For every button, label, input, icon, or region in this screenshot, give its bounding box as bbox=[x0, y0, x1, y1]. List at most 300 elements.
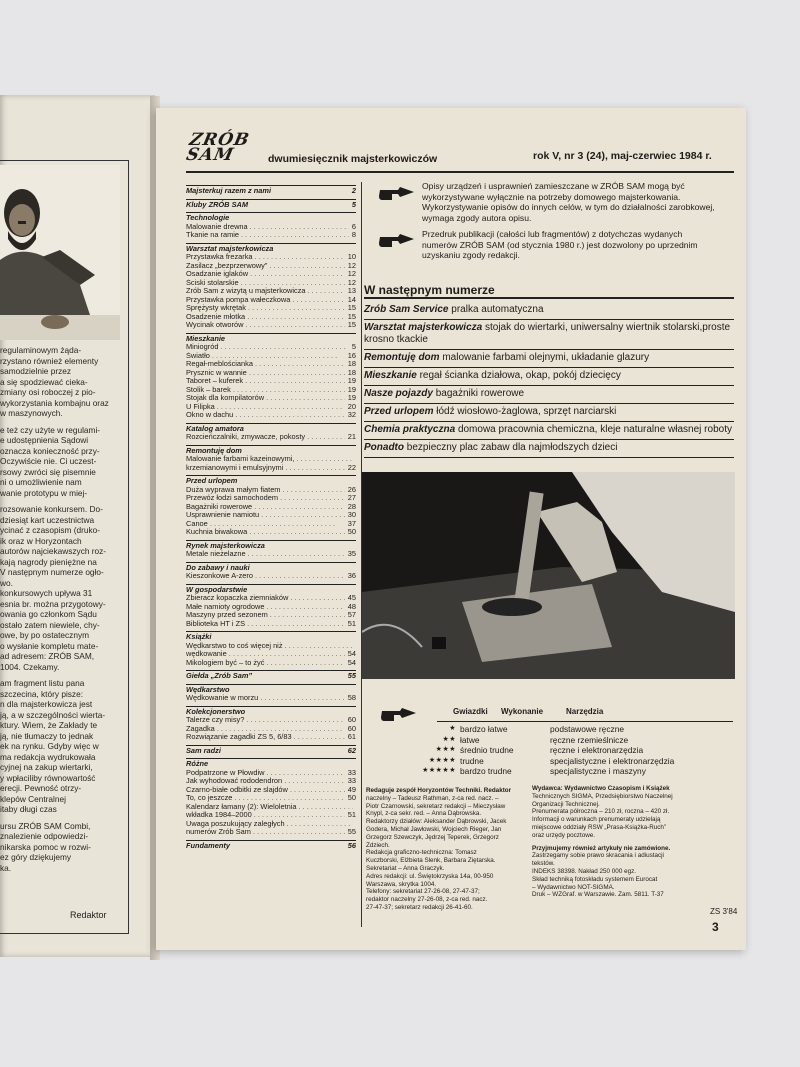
toc-entry bbox=[186, 828, 356, 837]
letter-line: 1004. Czekamy. bbox=[0, 661, 60, 672]
toc-entry-page: 50 bbox=[347, 793, 356, 802]
toc-entry-page: 8 bbox=[351, 230, 356, 239]
legend-row bbox=[362, 756, 735, 767]
toc-entry-title: Canoe . . . bbox=[186, 520, 345, 529]
toc-entry-title: Wędkarstwo to coś więcej niż . . . bbox=[186, 642, 353, 651]
next-issue-section: Ponadto bbox=[364, 442, 404, 453]
toc-section bbox=[186, 475, 356, 537]
letter-line: y wpłaciliby równowartość bbox=[0, 772, 96, 783]
toc-section-title bbox=[186, 670, 356, 681]
next-issue-section: Nasze pojazdy bbox=[364, 388, 433, 399]
publisher-line: Informacji o warunkach prenumeraty udzielają bbox=[532, 816, 661, 824]
letter-line: ją, nie tłumaczy to jednak bbox=[0, 730, 94, 741]
toc-section-title bbox=[186, 684, 356, 695]
toc-section bbox=[186, 212, 356, 240]
toc-section-title bbox=[186, 562, 356, 573]
toc-section-title bbox=[186, 584, 356, 595]
legend-tools: podstawowe ręczne bbox=[550, 724, 625, 734]
next-issue-item bbox=[364, 404, 734, 422]
toc-entry-page: 37 bbox=[347, 518, 356, 528]
toc-entry-page: 30 bbox=[347, 510, 356, 519]
next-issue-topics: łódź wiosłowo-żaglowa, sprzęt narciarski bbox=[436, 406, 617, 417]
credit-line: redaktor naczelny 27-26-08, z-ca red. nacz. bbox=[366, 896, 488, 904]
letter-line: cyjnej na zakup wiertarki, bbox=[0, 762, 93, 772]
toc-entry-page: 49 bbox=[347, 784, 356, 794]
legend-execution: średnio trudne bbox=[460, 745, 514, 755]
letter-line: rzystano również elementy bbox=[0, 355, 99, 366]
issue-info: rok V, nr 3 (24), maj-czerwiec 1984 r. bbox=[533, 150, 712, 162]
toc-entry-title: Rozwiązanie zagadki ZS 5, 6/83 . . . bbox=[186, 733, 345, 742]
toc-entry-title: Zbieracz kopaczka ziemniaków . . . bbox=[186, 594, 345, 603]
letter-line: ktury. Wiem, że Zakłady te bbox=[0, 720, 98, 730]
toc-entry-title: Bagażniki rowerowe . . . bbox=[186, 503, 345, 512]
letter-line: ją, a w szczególności wierta- bbox=[0, 709, 106, 720]
toc-entry bbox=[186, 659, 356, 668]
toc-entry bbox=[186, 603, 356, 612]
toc-entry-page: 6 bbox=[351, 221, 356, 231]
toc-entry-page: 26 bbox=[347, 484, 356, 494]
toc-entry-page: 5 bbox=[351, 342, 356, 351]
credit-line: Warszawa, skrytka 1004. bbox=[366, 880, 437, 888]
toc-entry bbox=[186, 494, 356, 503]
next-issue-topics: bagażniki rowerowe bbox=[435, 388, 525, 399]
toc-section-label: Majsterkuj razem z nami bbox=[186, 186, 272, 195]
toc-entry-page: 58 bbox=[347, 693, 356, 702]
letter-line: znalezienie odpowiedzi- bbox=[0, 831, 89, 841]
toc-section-label: Kolekcjonerstwo bbox=[186, 706, 246, 716]
toc-entry-title: Przewóz łodzi samochodem . . . bbox=[186, 494, 345, 503]
toc-entry-page: 22 bbox=[347, 462, 356, 472]
toc-entry-page: 12 bbox=[347, 260, 356, 270]
toc-section-page: 2 bbox=[351, 186, 356, 195]
letter-line: rsowy zwróci się pisemnie bbox=[0, 466, 96, 477]
letter-line: ez góry dziękujemy bbox=[0, 852, 72, 862]
credit-line: Zdziech. bbox=[366, 841, 390, 849]
next-issue-section: Przed urlopem bbox=[364, 406, 434, 417]
toc-entry-page: 18 bbox=[347, 367, 356, 377]
letter-line: Oczywiście nie. Ci uczest- bbox=[0, 456, 97, 466]
letter-line: regulaminowym żąda- bbox=[0, 345, 82, 355]
letter-line: samodzielnie przez bbox=[0, 366, 72, 376]
toc-entry-title: Wycinak otworów . . . bbox=[186, 321, 345, 330]
next-issue-item bbox=[364, 422, 734, 440]
toc-entry-page: 14 bbox=[347, 294, 356, 304]
toc-entry bbox=[186, 369, 356, 378]
toc-section-title bbox=[186, 212, 356, 223]
toc-section bbox=[186, 333, 356, 420]
letter-line: ka. bbox=[0, 862, 12, 873]
toc-entry-page: 19 bbox=[347, 376, 356, 385]
toc-section-label: Książki bbox=[186, 632, 212, 641]
toc-entry bbox=[186, 403, 356, 412]
toc-entry bbox=[186, 386, 356, 395]
letter-line: ycinać z czasopism (druko- bbox=[0, 525, 101, 535]
credit-line: Sekretariat – Anna Graczyk. bbox=[366, 864, 445, 872]
toc-section-label: Remontuję dom bbox=[186, 445, 242, 455]
toc-entry bbox=[186, 811, 356, 820]
legend-header-exec: Wykonanie bbox=[501, 707, 544, 716]
toc-entry-title: Ściski stolarskie . . . bbox=[186, 279, 345, 288]
toc-entry-page: 60 bbox=[347, 715, 356, 724]
credit-line: Redaguje zespół Horyzontów Techniki. Redaktor bbox=[366, 787, 512, 794]
legend-tools: specjalistyczne i elektronarzędzia bbox=[550, 755, 675, 766]
toc-section bbox=[186, 706, 356, 742]
toc-section-label: Do zabawy i nauki bbox=[186, 562, 250, 572]
toc-entry bbox=[186, 231, 356, 240]
toc-entry bbox=[186, 650, 356, 659]
toc-entry bbox=[186, 694, 356, 703]
toc-entry-title: Małe namioty ogrodowe . . . bbox=[186, 603, 345, 612]
toc-entry-page: 51 bbox=[347, 618, 356, 628]
editor-signature: Redaktor bbox=[70, 910, 107, 920]
magazine-subtitle: dwumiesięcznik majsterkowiczów bbox=[268, 153, 438, 165]
toc-section-label: Przed urlopem bbox=[186, 476, 238, 485]
page-number: 3 bbox=[712, 920, 719, 934]
toc-section bbox=[186, 584, 356, 629]
letter-line: ad adresem: ZRÓB SAM, bbox=[0, 651, 95, 661]
next-issue-topics: bezpieczny plac zabaw dla najmłodszych dzieci bbox=[406, 442, 618, 453]
toc-section-label: Technologie bbox=[186, 213, 230, 222]
toc-section-label: Katalog amatora bbox=[186, 423, 244, 433]
publisher-line: Wydawca: Wydawnictwo Czasopism i Książek bbox=[532, 785, 670, 792]
toc-entry bbox=[186, 464, 356, 473]
credit-line: Piotr Czarnowski, sekretarz redakcji – Mieczysław bbox=[366, 802, 506, 810]
toc-entry bbox=[186, 820, 356, 829]
next-issue-item bbox=[364, 320, 734, 350]
toc-section-page: 55 bbox=[347, 671, 356, 680]
toc-entry-page: 35 bbox=[347, 549, 356, 558]
legend-header-tools: Narzędzia bbox=[566, 707, 604, 716]
toc-entry-page: 45 bbox=[347, 593, 356, 602]
toc-entry-title: Mikologiem być – to żyć . . . bbox=[186, 659, 345, 668]
letter-line: ik oraz w Horyzontach bbox=[0, 535, 82, 546]
toc-entry-page: 50 bbox=[347, 527, 356, 536]
credit-line: Redaktorzy działów: Aleksander Dąbrowski, Jacek bbox=[366, 818, 507, 826]
next-issue-section: Zrób Sam Service bbox=[364, 304, 449, 315]
letter-line: a się spodziewać cieka- bbox=[0, 376, 88, 387]
legend-stars: ★★ bbox=[442, 735, 456, 743]
toc-entry bbox=[186, 455, 356, 464]
toc-entry-title: Okno w dachu . . . bbox=[186, 411, 345, 420]
toc-entry-title: Taboret – kuferek . . . bbox=[186, 377, 345, 386]
issue-code: ZS 3'84 bbox=[710, 907, 738, 916]
toc-entry-title: Sprężysty wkrętak . . . bbox=[186, 304, 345, 313]
legend-execution: bardzo łatwe bbox=[460, 724, 508, 734]
toc-entry bbox=[186, 594, 356, 603]
toc-entry-title: wędkowanie . . . bbox=[186, 650, 345, 659]
toc-entry-title: Przystawka frezarka . . . bbox=[186, 253, 345, 262]
publisher-line: miejscowe oddziały RSW „Prasa-Książka-Ruch” bbox=[532, 823, 667, 831]
toc-section bbox=[186, 423, 356, 442]
letter-line: szczecina, który pisze: bbox=[0, 688, 83, 699]
legend-row bbox=[362, 766, 735, 777]
toc-section-label: Wędkarstwo bbox=[186, 684, 230, 694]
toc-section-page: 5 bbox=[351, 199, 356, 209]
toc-entry bbox=[186, 733, 356, 742]
toc-entry-title: Wędkowanie w morzu . . . bbox=[186, 694, 345, 703]
toc-section-label: Warsztat majsterkowicza bbox=[186, 243, 274, 253]
toc-section bbox=[186, 445, 356, 473]
toc-entry-title: Malowanie farbami kazeinowymi, . . . bbox=[186, 455, 353, 464]
publisher-line: – Wydawnictwo NOT-SIGMA. bbox=[532, 883, 615, 891]
toc-entry bbox=[186, 511, 356, 520]
toc-entry bbox=[186, 253, 356, 262]
letter-line: zmiany osi roboczej z pio- bbox=[0, 387, 96, 397]
toc-entry-page: 10 bbox=[347, 252, 356, 261]
toc-section bbox=[186, 540, 356, 559]
toc-entry-title: Usprawnienie namiotu . . . bbox=[186, 511, 345, 520]
legend-row bbox=[362, 735, 735, 746]
toc-entry-page: 33 bbox=[347, 767, 356, 777]
credit-line: Knypl, z-ca sekr. red. – Anna Dąbrowska. bbox=[366, 810, 482, 818]
legend-header-stars: Gwiazdki bbox=[453, 707, 488, 716]
toc-section-title bbox=[186, 540, 356, 551]
legend-row bbox=[362, 745, 735, 756]
toc-entry-title: Zrób Sam z wizytą u majsterkowicza . . . bbox=[186, 287, 345, 296]
toc-entry-title: Prysznic w wannie . . . bbox=[186, 369, 345, 378]
toc-section-label: Fundamenty bbox=[186, 840, 230, 850]
next-issue-title: W następnym numerze bbox=[364, 283, 495, 297]
credit-line: naczelny – Tadeusz Rathman, z-ca red. nacz. – bbox=[366, 794, 499, 802]
usage-notice: Opisy urządzeń i usprawnień zamieszczane w ZRÓB SAM mogą być wykorzystywane wyłącznie na potrzeby domowego majsterkowania. Wykorzystywanie opisów do innych celów, w tym do działalności zarobkowej, wymaga zgody autora opisu. bbox=[422, 181, 715, 223]
toc-entry-title: Stolik – barek . . . bbox=[186, 386, 345, 395]
letter-line: w maszynowych. bbox=[0, 408, 63, 418]
toc-entry bbox=[186, 620, 356, 629]
toc-entry-page: 19 bbox=[347, 384, 356, 394]
toc-section-title bbox=[186, 445, 356, 456]
toc-entry bbox=[186, 296, 356, 305]
toc-entry-page: 28 bbox=[347, 501, 356, 511]
letter-line: dziesiąt kart uczestnictwa bbox=[0, 514, 95, 525]
toc-section-title bbox=[186, 423, 356, 434]
letter-line: owania go członkom Sądu bbox=[0, 609, 97, 619]
toc-section-title bbox=[186, 745, 356, 756]
legend-stars: ★★★★★ bbox=[422, 767, 456, 774]
toc-entry bbox=[186, 411, 356, 420]
publisher-info bbox=[532, 785, 710, 899]
next-issue-item bbox=[364, 302, 734, 320]
toc-section-title bbox=[186, 840, 356, 851]
publisher-line: INDEKS 38398. Nakład 250 000 egz. bbox=[532, 867, 636, 875]
toc-section-label: W gospodarstwie bbox=[186, 584, 248, 594]
letter-line: wanie prototypu w miej- bbox=[0, 487, 88, 498]
next-issue-topics: regał ścianka działowa, okap, pokój dziecięcy bbox=[419, 370, 621, 381]
toc-entry-page: 13 bbox=[347, 286, 356, 295]
toc-section-title bbox=[186, 758, 356, 769]
letter-line: V następnym numerze ogło- bbox=[0, 567, 104, 577]
letter-line: ni o umożliwienie nam bbox=[0, 477, 82, 487]
legend-stars: ★★★ bbox=[435, 746, 456, 753]
letter-line: owe, by po ostatecznym bbox=[0, 630, 90, 640]
toc-entry-title: Jak wyhodować rododendron . . . bbox=[186, 777, 345, 786]
toc-section-title bbox=[186, 333, 356, 344]
toc-section-title bbox=[186, 243, 356, 254]
toc-entry bbox=[186, 486, 356, 495]
legend-execution: trudne bbox=[460, 755, 484, 766]
toc-entry-title: Kuchnia biwakowa . . . bbox=[186, 528, 345, 537]
legend-execution: bardzo trudne bbox=[460, 766, 512, 776]
toc-entry-page: 57 bbox=[347, 610, 356, 619]
toc-section-title bbox=[186, 199, 356, 210]
toc-entry-title: numerów Zrób Sam . . . bbox=[186, 828, 345, 837]
toc-section bbox=[186, 758, 356, 837]
toc-entry-page: 51 bbox=[347, 810, 356, 819]
toc-entry-page: 12 bbox=[347, 269, 356, 278]
pointing-hand-icon bbox=[378, 186, 416, 202]
toc-section-title bbox=[186, 631, 356, 642]
toc-entry-page: 12 bbox=[347, 277, 356, 287]
toc-entry-page: 48 bbox=[347, 601, 356, 611]
legend-stars: ★★★★ bbox=[428, 756, 456, 764]
toc-entry-title: To, co jeszcze . . . bbox=[186, 794, 345, 803]
letter-line: nikarska pomoc w rozwi- bbox=[0, 841, 91, 852]
letter-line: am fragment listu pana bbox=[0, 678, 85, 688]
toc-section-label: Różne bbox=[186, 759, 209, 768]
toc-entry-title: Talerze czy misy? . . . bbox=[186, 716, 345, 725]
toc-entry-title: Osadzanie iglaków . . . bbox=[186, 270, 345, 279]
next-issue-section: Chemia praktyczna bbox=[364, 424, 456, 435]
toc-entry bbox=[186, 223, 356, 232]
legend-tools: ręczne i elektronarzędzia bbox=[550, 745, 644, 755]
publisher-line: Skład techniką fotoskładu systemem Eurocat bbox=[532, 875, 658, 883]
toc-entry-page: 18 bbox=[347, 359, 356, 368]
legend-execution: łatwe bbox=[460, 734, 480, 745]
toc-section-title bbox=[186, 706, 356, 717]
letter-line: autorów najciekawszych roz- bbox=[0, 546, 107, 556]
toc-entry-page: 61 bbox=[347, 732, 356, 741]
next-issue-topics: malowanie farbami olejnymi, układanie glazury bbox=[442, 352, 650, 363]
toc-entry-page: 19 bbox=[347, 393, 356, 402]
toc-entry bbox=[186, 611, 356, 620]
next-issue-item bbox=[364, 386, 734, 404]
toc-entry bbox=[186, 769, 356, 778]
toc-entry-title: Malowanie drewna . . . bbox=[186, 223, 349, 232]
toc-entry-page: 20 bbox=[347, 401, 356, 411]
toc-entry bbox=[186, 433, 356, 442]
toc-section bbox=[186, 670, 356, 681]
toc-entry-title: Regał-meblościanka . . . bbox=[186, 360, 345, 369]
toc-section bbox=[186, 840, 356, 851]
toc-entry bbox=[186, 360, 356, 369]
toc-entry bbox=[186, 262, 356, 271]
credit-line: Adres redakcji: ul. Świętokrzyska 14a, 00-950 bbox=[366, 872, 494, 880]
next-issue-topics: domowa pracownia chemiczna, kleje naturalne własnej roboty bbox=[457, 424, 732, 435]
credit-line: Grzegorz Szewczyk, Jędrzej Teperek, Grzegorz bbox=[366, 833, 499, 841]
toc-entry-title: Uwaga poszukujący zaległych . . . bbox=[186, 820, 353, 829]
next-issue-item bbox=[364, 440, 734, 458]
toc-entry-title: Zagadka . . . bbox=[186, 725, 345, 734]
next-issue-section: Mieszkanie bbox=[364, 370, 417, 381]
letter-line: klepów Centralnej bbox=[0, 793, 66, 804]
toc-entry bbox=[186, 377, 356, 386]
toc-entry-title: Kalendarz łamany (2): Wieloletnia . . . bbox=[186, 803, 353, 812]
next-issue-section: Remontuję dom bbox=[364, 352, 440, 363]
letter-line: itaby długi czas bbox=[0, 804, 57, 814]
toc-entry-page: 21 bbox=[347, 432, 356, 441]
toc-section-label: Rynek majsterkowicza bbox=[186, 540, 265, 550]
toc-entry bbox=[186, 352, 356, 361]
toc-section bbox=[186, 243, 356, 330]
toc-entry bbox=[186, 520, 356, 529]
publisher-line: Technicznych SIGMA, Przedsiębiorstwo Naczelnej bbox=[532, 792, 673, 800]
toc-section bbox=[186, 745, 356, 756]
toc-entry-page: 15 bbox=[347, 320, 356, 329]
next-issue-list bbox=[364, 302, 734, 458]
letter-line: ostało zatem niewiele, chy- bbox=[0, 619, 100, 630]
magazine-logo: ZRÓB SAM bbox=[184, 130, 252, 165]
toc-entry bbox=[186, 287, 356, 296]
toc-entry bbox=[186, 550, 356, 559]
editor-portrait bbox=[0, 165, 120, 340]
toc-section-page: 62 bbox=[347, 745, 356, 755]
letter-line: oznacza konieczność przy- bbox=[0, 445, 100, 456]
editor-letter-text bbox=[0, 345, 124, 873]
toc-section-label: Kluby ZRÓB SAM bbox=[186, 199, 248, 209]
toc-entry bbox=[186, 786, 356, 795]
letter-line: konkursowych upływa 31 bbox=[0, 588, 93, 598]
toc-entry-title: Stojak dla kompilatorów . . . bbox=[186, 394, 345, 403]
letter-line: ursu ZRÓB SAM Combi, bbox=[0, 820, 91, 831]
toc-entry bbox=[186, 503, 356, 512]
toc-entry bbox=[186, 279, 356, 288]
toc-entry-page: 54 bbox=[347, 657, 356, 667]
letter-line: rozsowanie konkursem. Do- bbox=[0, 504, 103, 514]
toc-entry-page: 55 bbox=[347, 827, 356, 836]
publisher-line: Przyjmujemy również artykuły nie zamówione. bbox=[532, 844, 671, 852]
toc-entry-title: Kieszonkowe A-zero . . . bbox=[186, 572, 345, 581]
legend-stars: ★ bbox=[449, 725, 456, 732]
toc-entry bbox=[186, 716, 356, 725]
letter-line: ma redakcja wydrukowała bbox=[0, 751, 96, 762]
toc-entry-page: 16 bbox=[347, 350, 356, 360]
toc-entry bbox=[186, 725, 356, 734]
publisher-line: Prenumerata półroczna – 210 zł, roczna – 420 zł. bbox=[532, 808, 670, 816]
toc-entry bbox=[186, 270, 356, 279]
toc-entry-title: Tkanie na ramie . . . bbox=[186, 231, 349, 240]
reprint-notice: Przedruk publikacji (całości lub fragmentów) z dotychczas wydanych numerów ZRÓB SAM (od stycznia 1980 r.) jest dozwolony po uprzednim uzyskaniu zgody redakcji. bbox=[422, 229, 698, 260]
next-issue-item bbox=[364, 350, 734, 368]
publisher-line: oraz urzędy pocztowe. bbox=[532, 831, 595, 839]
toc-entry bbox=[186, 343, 356, 352]
toc-entry-page: 54 bbox=[347, 649, 356, 658]
publisher-line: Zastrzegamy sobie prawo skracania i adiustacji bbox=[532, 852, 664, 860]
letter-line: wykorzystania kombajnu oraz bbox=[0, 397, 109, 408]
letter-line: kają nagrody pieniężne na bbox=[0, 556, 97, 567]
toc-section bbox=[186, 684, 356, 703]
legend-tools: ręczne rzemieślnicze bbox=[550, 734, 629, 745]
toc-entry-title: Osadzenie młotka . . . bbox=[186, 313, 345, 322]
toc-entry-title: Rozcieńczalniki, zmywacze, pokosty . . . bbox=[186, 433, 345, 442]
toc-entry bbox=[186, 794, 356, 803]
toc-entry-title: krzemianowymi i emulsyjnymi . . . bbox=[186, 464, 345, 473]
letter-line: wo. bbox=[0, 577, 13, 588]
next-issue-section: Warsztat majsterkowicza bbox=[364, 322, 483, 333]
credit-line: Godera, Michał Jawłowski, Wojciech Rieger, Jan bbox=[366, 825, 502, 833]
toc-section bbox=[186, 631, 356, 667]
toc-entry-page: 32 bbox=[347, 410, 356, 419]
toc-entry-title: wkładka 1984–2000 . . . bbox=[186, 811, 345, 820]
legend-rows bbox=[362, 724, 735, 777]
publisher-line: Druk – WZGraf. w Warszawie. Zam. 5811. T-37 bbox=[532, 891, 664, 899]
letter-line: e też czy użyte w regulami- bbox=[0, 424, 101, 435]
credit-line: Redakcja graficzno-techniczna: Tomasz bbox=[366, 849, 477, 857]
toc-entry-page: 15 bbox=[347, 311, 356, 321]
toc-entry-title: Biblioteka HT i ZS . . . bbox=[186, 620, 345, 629]
next-issue-topics: stojak do wiertarki, uniwersalny wiertnik stolarski,proste krosno tkackie bbox=[364, 322, 731, 345]
toc-section bbox=[186, 185, 356, 196]
toc-entry bbox=[186, 528, 356, 537]
toc-entry-page: 33 bbox=[347, 776, 356, 785]
